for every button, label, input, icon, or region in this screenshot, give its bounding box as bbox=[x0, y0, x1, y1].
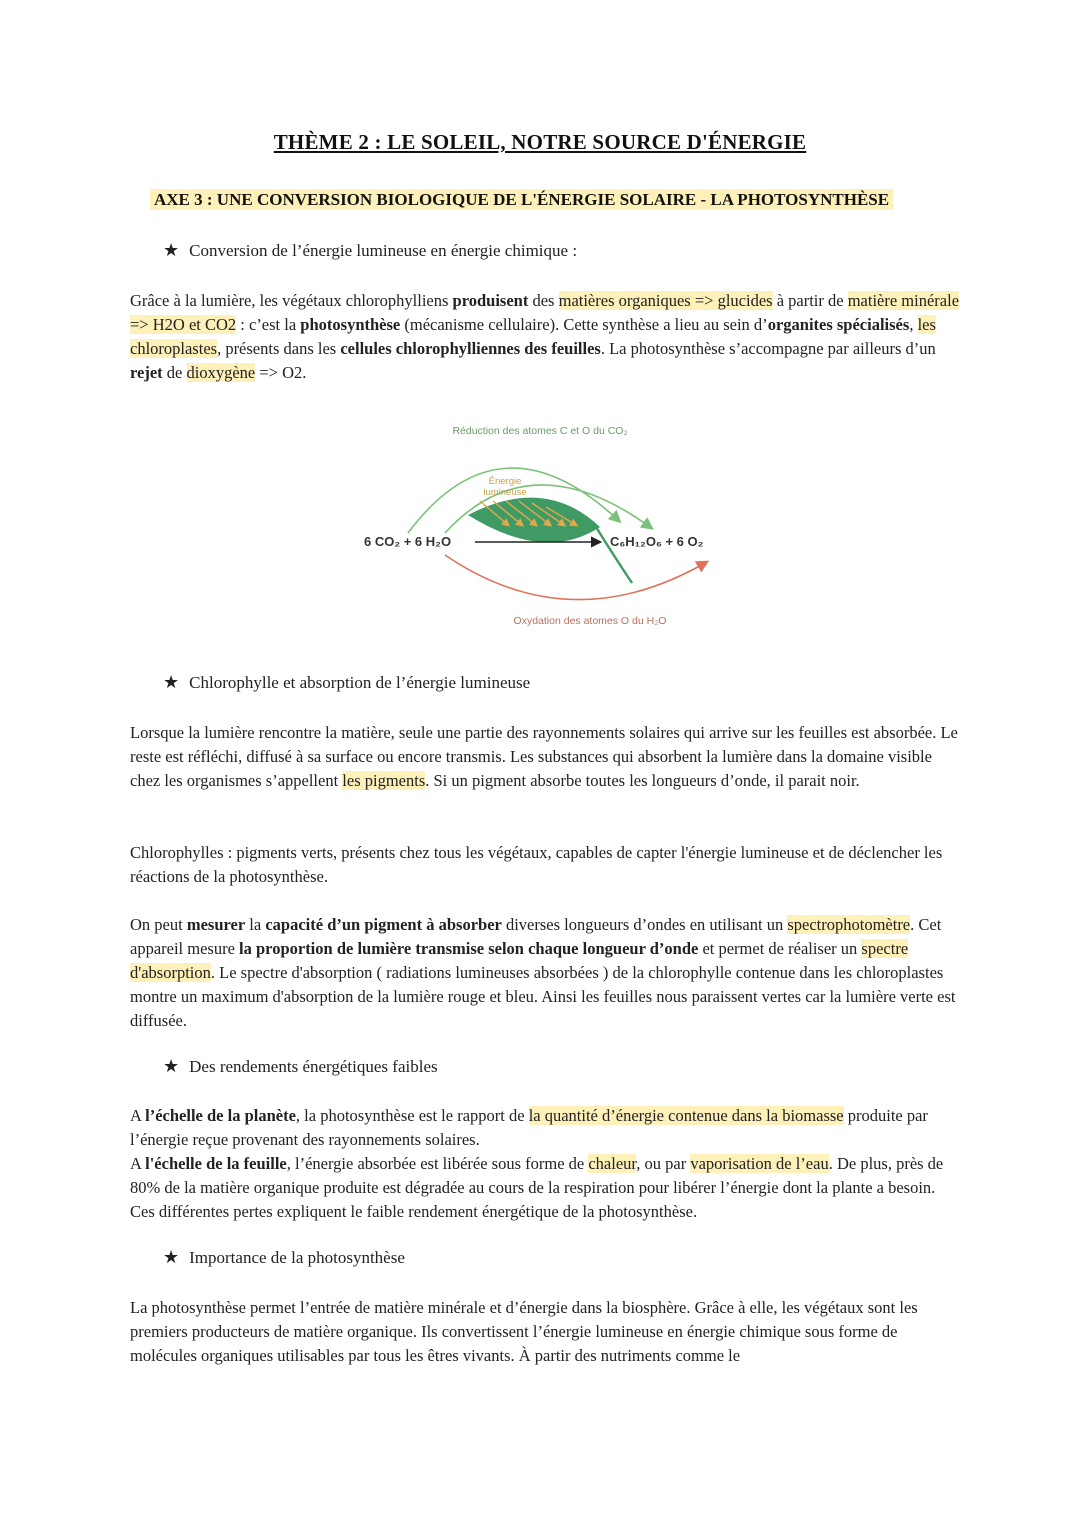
products-formula: C₆H₁₂O₆ + 6 O₂ bbox=[610, 534, 704, 549]
section-heading-text: Des rendements énergétiques faibles bbox=[189, 1057, 438, 1076]
text-span: => O2. bbox=[255, 363, 307, 382]
highlight-text: les pigments bbox=[342, 771, 426, 790]
section-heading-importance bbox=[163, 1247, 405, 1268]
section-heading-chlorophyll bbox=[163, 672, 530, 693]
text-span: diverses longueurs d’ondes en utilisant un bbox=[501, 915, 788, 934]
text-span: . De plus, près de 80% de la matière organique produite est dégradée au cours de la respiration pour libérer l’énergie dont la plante a besoin. Ces différentes pertes expliquent le faible rendement énergétique de la photosynthèse. bbox=[130, 1154, 944, 1221]
highlight-text: la quantité d’énergie contenue dans la biomasse bbox=[528, 1106, 844, 1125]
bold-text: l'échelle de la feuille bbox=[145, 1154, 287, 1173]
text-span: et permet de réaliser un bbox=[698, 939, 862, 958]
highlight-text: spectre d'absorption bbox=[130, 939, 909, 982]
top-label: Réduction des atomes C et O du CO₂ bbox=[452, 425, 628, 437]
text-span: la bbox=[245, 915, 266, 934]
axis-heading bbox=[150, 190, 893, 210]
paragraph-chlorophylles: Chlorophylles : pigments verts, présents chez tous les végétaux, capables de capter l'énergie lumineuse et de déclencher les réactions de la photosynthèse. bbox=[130, 843, 943, 886]
text-span: , l’énergie absorbée est libérée sous forme de bbox=[286, 1154, 589, 1173]
text-span: à partir de bbox=[772, 291, 848, 310]
star-icon: ★ bbox=[163, 672, 180, 692]
text-span: des bbox=[528, 291, 559, 310]
text-span: . Le spectre d'absorption ( radiations lumineuses absorbées ) de la chlorophylle contenue dans les chloroplastes montre un maximum d'absorption de la lumière rouge et bleu. Ainsi les feuilles nous paraissent vertes car la lumière verte est diffusée. bbox=[130, 963, 956, 1030]
text-span: A bbox=[130, 1106, 146, 1125]
section-heading-text: Chlorophylle et absorption de l’énergie lumineuse bbox=[189, 673, 531, 692]
text-span: Lorsque la lumière rencontre la matière, seule une partie des rayonnements solaires qui arrive sur les feuilles est absorbée. Le reste est réfléchi, diffusé à sa surface ou encore transmis. Les substances qui absorbent la lumière dans la domaine visible chez les organismes s’appellent bbox=[130, 723, 958, 790]
highlight-text: matières organiques => glucides bbox=[558, 291, 773, 310]
section-heading-text: Importance de la photosynthèse bbox=[189, 1248, 405, 1267]
text-span: . La photosynthèse s’accompagne par ailleurs d’un bbox=[600, 339, 936, 358]
highlight-text: chaleur bbox=[588, 1154, 637, 1173]
highlight-text: matière minérale => H2O et CO2 bbox=[130, 291, 960, 334]
section-heading-text: Conversion de l’énergie lumineuse en énergie chimique : bbox=[189, 241, 578, 260]
energy-label-2: lumineuse bbox=[483, 487, 527, 498]
text-span: . Si un pigment absorbe toutes les longueurs d’onde, il parait noir. bbox=[425, 771, 860, 790]
red-arc bbox=[445, 555, 705, 600]
photosynthesis-diagram bbox=[350, 415, 730, 635]
bold-text: l’échelle de la planète bbox=[145, 1106, 296, 1125]
paragraph-absorption bbox=[130, 721, 960, 793]
page-title: THÈME 2 : LE SOLEIL, NOTRE SOURCE D'ÉNERGIE bbox=[273, 130, 807, 154]
bold-text: produisent bbox=[452, 291, 529, 310]
highlight-text: spectrophotomètre bbox=[787, 915, 911, 934]
text-span: , ou par bbox=[636, 1154, 691, 1173]
bold-text: organites spécialisés bbox=[767, 315, 910, 334]
text-span: , bbox=[909, 315, 918, 334]
star-icon: ★ bbox=[163, 1056, 180, 1076]
text-span: (mécanisme cellulaire). Cette synthèse a lieu au sein d’ bbox=[400, 315, 768, 334]
text-span: : c’est la bbox=[236, 315, 301, 334]
paragraph-spectrophotometer bbox=[130, 913, 960, 1033]
star-icon: ★ bbox=[163, 1247, 180, 1267]
reactants-formula: 6 CO₂ + 6 H₂O bbox=[364, 534, 452, 549]
text-span: de bbox=[162, 363, 187, 382]
bold-text: photosynthèse bbox=[300, 315, 401, 334]
axis-heading-text: AXE 3 : UNE CONVERSION BIOLOGIQUE DE L'ÉNERGIE SOLAIRE - LA PHOTOSYNTHÈSE bbox=[150, 189, 893, 210]
highlight-text: les chloroplastes bbox=[130, 315, 936, 358]
highlight-text: vaporisation de l’eau bbox=[690, 1154, 829, 1173]
paragraph-conversion bbox=[130, 289, 960, 385]
text-span: A bbox=[130, 1154, 146, 1173]
text-span: On peut bbox=[130, 915, 187, 934]
star-icon: ★ bbox=[163, 240, 180, 260]
section-heading-rendements bbox=[163, 1056, 438, 1077]
bold-text: capacité d’un pigment à absorber bbox=[265, 915, 502, 934]
section-heading-conversion bbox=[163, 240, 577, 261]
text-span: . Cet appareil mesure bbox=[130, 915, 942, 958]
text-span: Grâce à la lumière, les végétaux chlorophylliens bbox=[130, 291, 453, 310]
bold-text: rejet bbox=[130, 363, 163, 382]
paragraph-rendements bbox=[130, 1104, 960, 1224]
bold-text: mesurer bbox=[186, 915, 246, 934]
bold-text: la proportion de lumière transmise selon chaque longueur d’onde bbox=[239, 939, 699, 958]
highlight-text: dioxygène bbox=[186, 363, 256, 382]
bold-text: cellules chlorophylliennes des feuilles bbox=[340, 339, 601, 358]
paragraph-importance: La photosynthèse permet l’entrée de matière minérale et d’énergie dans la biosphère. Grâce à elle, les végétaux sont les premiers producteurs de matière organique. Ils convertissent l’énergie lumineuse en énergie chimique sous forme de molécules organiques utilisables par tous les êtres vivants. À partir des nutriments comme le bbox=[130, 1298, 918, 1365]
text-span: , la photosynthèse est le rapport de bbox=[295, 1106, 529, 1125]
text-span: , présents dans les bbox=[217, 339, 341, 358]
bottom-label: Oxydation des atomes O du H₂O bbox=[513, 615, 667, 627]
text-span: produite par l’énergie reçue provenant des rayonnements solaires. bbox=[130, 1106, 928, 1149]
energy-label-1: Énergie bbox=[488, 476, 522, 487]
